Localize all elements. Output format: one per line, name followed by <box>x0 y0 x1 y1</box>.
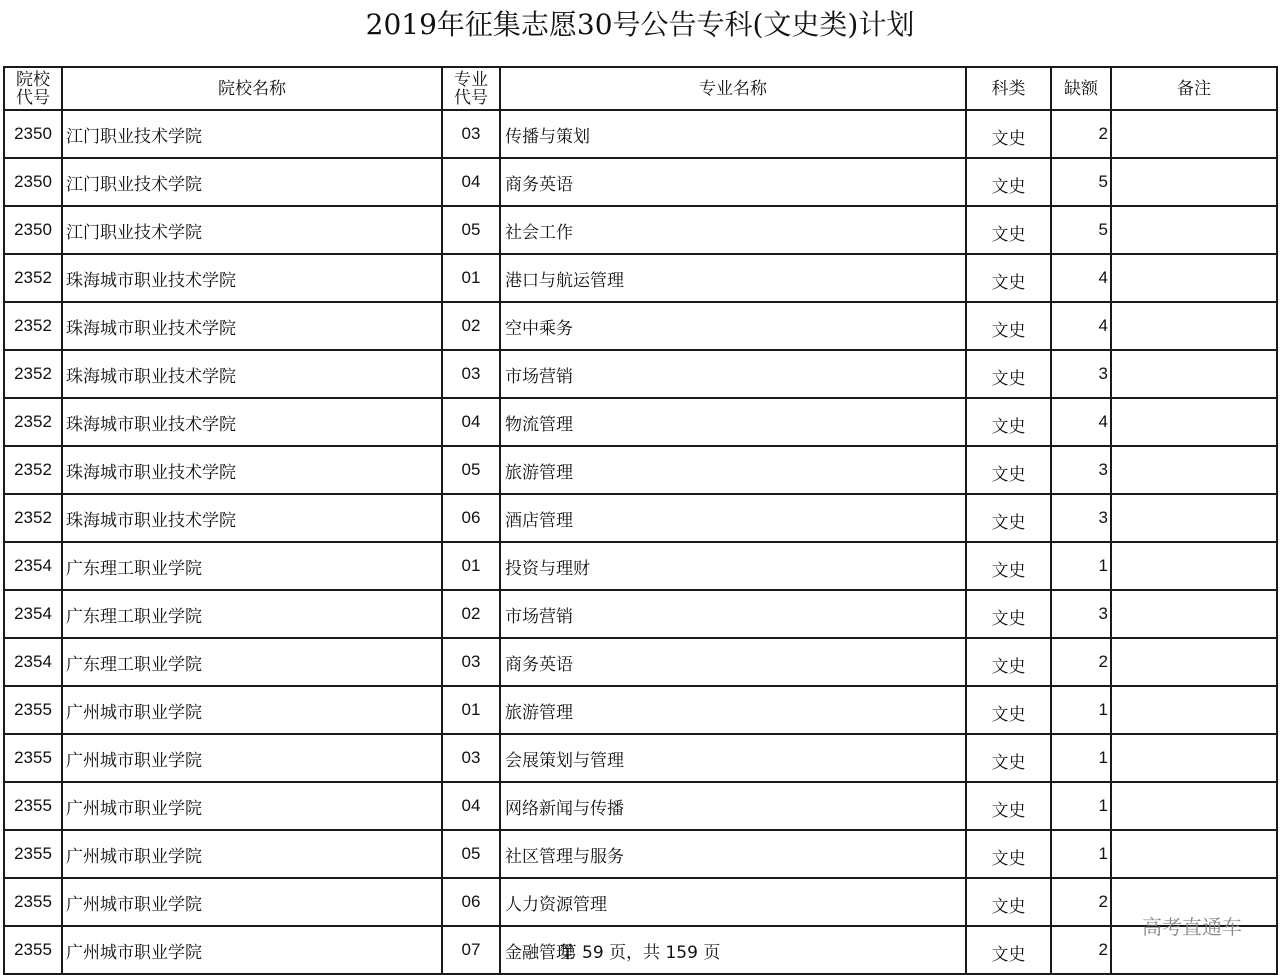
cell-major-name: 商务英语 <box>500 158 966 206</box>
table-header-row <box>4 67 1277 110</box>
watermark: 高考直通车 <box>1142 915 1242 939</box>
cell-note <box>1111 446 1277 494</box>
header-major-code <box>442 67 500 110</box>
cell-major-code: 04 <box>442 782 500 830</box>
cell-school-name: 珠海城市职业技术学院 <box>62 494 442 542</box>
cell-category: 文史 <box>966 830 1051 878</box>
cell-school-code: 2350 <box>4 158 62 206</box>
table-row <box>4 686 1277 734</box>
cell-major-code: 03 <box>442 734 500 782</box>
cell-note <box>1111 302 1277 350</box>
header-major-code-line1: 专业 <box>454 69 488 90</box>
cell-major-name: 网络新闻与传播 <box>500 782 966 830</box>
cell-major-code: 05 <box>442 206 500 254</box>
cell-note <box>1111 638 1277 686</box>
header-category: 科类 <box>966 67 1051 110</box>
table-row <box>4 878 1277 926</box>
cell-major-name: 社会工作 <box>500 206 966 254</box>
cell-category: 文史 <box>966 350 1051 398</box>
cell-school-code: 2355 <box>4 926 62 974</box>
cell-vacancy: 3 <box>1051 446 1111 494</box>
cell-school-name: 江门职业技术学院 <box>62 158 442 206</box>
cell-vacancy: 4 <box>1051 302 1111 350</box>
cell-school-name: 珠海城市职业技术学院 <box>62 350 442 398</box>
cell-note <box>1111 590 1277 638</box>
cell-school-name: 广州城市职业学院 <box>62 734 442 782</box>
header-vacancy: 缺额 <box>1051 67 1111 110</box>
cell-school-code: 2355 <box>4 878 62 926</box>
cell-note <box>1111 494 1277 542</box>
table-row <box>4 494 1277 542</box>
cell-school-code: 2350 <box>4 206 62 254</box>
cell-category: 文史 <box>966 590 1051 638</box>
cell-school-name: 珠海城市职业技术学院 <box>62 302 442 350</box>
cell-major-code: 06 <box>442 494 500 542</box>
page-footer: 第 59 页，共 159 页 <box>559 943 721 963</box>
cell-category: 文史 <box>966 446 1051 494</box>
cell-school-name: 广州城市职业学院 <box>62 686 442 734</box>
cell-school-code: 2352 <box>4 494 62 542</box>
cell-major-name: 酒店管理 <box>500 494 966 542</box>
cell-major-code: 04 <box>442 398 500 446</box>
cell-vacancy: 3 <box>1051 350 1111 398</box>
cell-school-name: 广东理工职业学院 <box>62 590 442 638</box>
cell-school-code: 2354 <box>4 590 62 638</box>
cell-major-name: 旅游管理 <box>500 686 966 734</box>
cell-school-name: 广东理工职业学院 <box>62 542 442 590</box>
cell-major-code: 01 <box>442 542 500 590</box>
cell-category: 文史 <box>966 782 1051 830</box>
cell-major-code: 05 <box>442 446 500 494</box>
cell-major-name: 港口与航运管理 <box>500 254 966 302</box>
cell-major-code: 02 <box>442 302 500 350</box>
cell-vacancy: 3 <box>1051 494 1111 542</box>
cell-school-code: 2352 <box>4 446 62 494</box>
table-row <box>4 110 1277 158</box>
cell-major-name: 投资与理财 <box>500 542 966 590</box>
cell-category: 文史 <box>966 206 1051 254</box>
cell-school-name: 广东理工职业学院 <box>62 638 442 686</box>
cell-school-name: 广州城市职业学院 <box>62 926 442 974</box>
cell-category: 文史 <box>966 110 1051 158</box>
cell-vacancy: 1 <box>1051 734 1111 782</box>
table-row <box>4 302 1277 350</box>
cell-school-code: 2352 <box>4 350 62 398</box>
cell-vacancy: 1 <box>1051 830 1111 878</box>
cell-school-name: 广州城市职业学院 <box>62 830 442 878</box>
cell-major-name: 物流管理 <box>500 398 966 446</box>
cell-category: 文史 <box>966 494 1051 542</box>
cell-note <box>1111 158 1277 206</box>
cell-vacancy: 1 <box>1051 542 1111 590</box>
cell-vacancy: 2 <box>1051 878 1111 926</box>
header-school-code-line2: 代号 <box>16 87 50 108</box>
table-body <box>4 110 1277 974</box>
cell-school-code: 2350 <box>4 110 62 158</box>
cell-major-code: 03 <box>442 638 500 686</box>
cell-major-name: 社区管理与服务 <box>500 830 966 878</box>
cell-major-name: 人力资源管理 <box>500 878 966 926</box>
cell-major-name: 会展策划与管理 <box>500 734 966 782</box>
page-title: 2019年征集志愿30号公告专科(文史类)计划 <box>365 8 915 41</box>
cell-vacancy: 2 <box>1051 926 1111 974</box>
cell-note <box>1111 398 1277 446</box>
cell-vacancy: 2 <box>1051 638 1111 686</box>
header-school-code <box>4 67 62 110</box>
cell-school-code: 2352 <box>4 398 62 446</box>
cell-major-code: 04 <box>442 158 500 206</box>
cell-major-code: 02 <box>442 590 500 638</box>
cell-category: 文史 <box>966 638 1051 686</box>
cell-vacancy: 1 <box>1051 782 1111 830</box>
cell-category: 文史 <box>966 542 1051 590</box>
cell-major-code: 01 <box>442 254 500 302</box>
cell-major-name: 传播与策划 <box>500 110 966 158</box>
cell-note <box>1111 782 1277 830</box>
cell-category: 文史 <box>966 686 1051 734</box>
cell-major-code: 03 <box>442 110 500 158</box>
cell-school-name: 江门职业技术学院 <box>62 110 442 158</box>
cell-vacancy: 4 <box>1051 398 1111 446</box>
cell-category: 文史 <box>966 878 1051 926</box>
cell-category: 文史 <box>966 254 1051 302</box>
cell-note <box>1111 542 1277 590</box>
cell-note <box>1111 350 1277 398</box>
header-school-code-line1: 院校 <box>16 69 50 90</box>
cell-school-code: 2355 <box>4 734 62 782</box>
cell-school-name: 珠海城市职业技术学院 <box>62 398 442 446</box>
table-row <box>4 590 1277 638</box>
table-row <box>4 542 1277 590</box>
cell-category: 文史 <box>966 302 1051 350</box>
cell-school-name: 珠海城市职业技术学院 <box>62 446 442 494</box>
cell-note <box>1111 686 1277 734</box>
cell-vacancy: 3 <box>1051 590 1111 638</box>
plan-table <box>3 66 1278 975</box>
header-major-name: 专业名称 <box>500 67 966 110</box>
cell-category: 文史 <box>966 926 1051 974</box>
cell-major-code: 06 <box>442 878 500 926</box>
cell-note <box>1111 110 1277 158</box>
cell-vacancy: 2 <box>1051 110 1111 158</box>
table-row <box>4 398 1277 446</box>
table-row <box>4 158 1277 206</box>
cell-school-code: 2354 <box>4 638 62 686</box>
cell-vacancy: 4 <box>1051 254 1111 302</box>
cell-major-name: 空中乘务 <box>500 302 966 350</box>
cell-category: 文史 <box>966 398 1051 446</box>
cell-major-code: 07 <box>442 926 500 974</box>
cell-major-name: 旅游管理 <box>500 446 966 494</box>
cell-major-name: 市场营销 <box>500 590 966 638</box>
cell-category: 文史 <box>966 158 1051 206</box>
cell-school-name: 珠海城市职业技术学院 <box>62 254 442 302</box>
cell-major-name: 商务英语 <box>500 638 966 686</box>
cell-major-code: 01 <box>442 686 500 734</box>
cell-vacancy: 1 <box>1051 686 1111 734</box>
cell-note <box>1111 734 1277 782</box>
table-row <box>4 350 1277 398</box>
table-row <box>4 638 1277 686</box>
table-row <box>4 254 1277 302</box>
table-row <box>4 206 1277 254</box>
cell-school-code: 2354 <box>4 542 62 590</box>
cell-school-code: 2352 <box>4 302 62 350</box>
cell-school-code: 2352 <box>4 254 62 302</box>
cell-school-code: 2355 <box>4 830 62 878</box>
cell-vacancy: 5 <box>1051 206 1111 254</box>
cell-note <box>1111 830 1277 878</box>
table-row <box>4 446 1277 494</box>
cell-note <box>1111 206 1277 254</box>
cell-school-name: 广州城市职业学院 <box>62 878 442 926</box>
cell-category: 文史 <box>966 734 1051 782</box>
header-note: 备注 <box>1111 67 1277 110</box>
cell-school-code: 2355 <box>4 782 62 830</box>
cell-vacancy: 5 <box>1051 158 1111 206</box>
header-major-code-line2: 代号 <box>454 87 488 108</box>
cell-major-code: 03 <box>442 350 500 398</box>
cell-major-name: 金融管理 <box>500 926 966 974</box>
table-row <box>4 782 1277 830</box>
cell-major-name: 市场营销 <box>500 350 966 398</box>
header-school-name: 院校名称 <box>62 67 442 110</box>
cell-school-code: 2355 <box>4 686 62 734</box>
cell-school-name: 江门职业技术学院 <box>62 206 442 254</box>
cell-note <box>1111 254 1277 302</box>
cell-major-code: 05 <box>442 830 500 878</box>
table-row <box>4 830 1277 878</box>
table-row <box>4 734 1277 782</box>
cell-school-name: 广州城市职业学院 <box>62 782 442 830</box>
